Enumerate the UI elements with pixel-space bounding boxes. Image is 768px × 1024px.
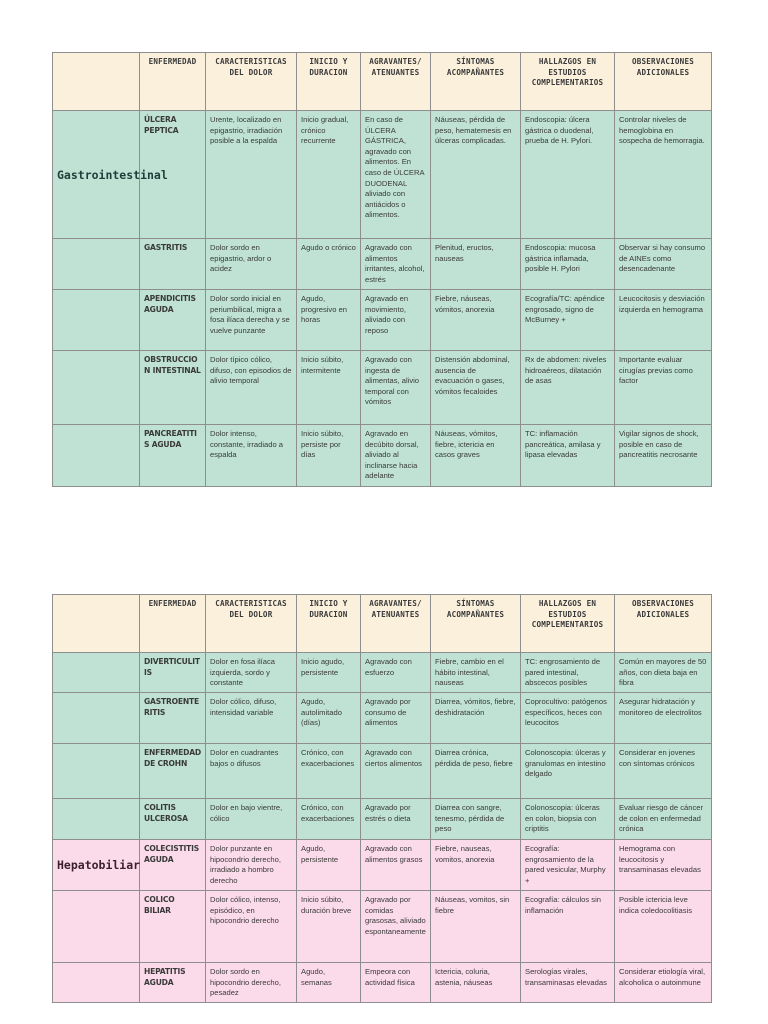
dolor-cell: Dolor sordo en epigastrio, ardor o acidez	[206, 239, 297, 290]
sintomas-cell: Ictericia, coluria, astenia, náuseas	[431, 963, 521, 1003]
dolor-cell: Dolor intenso, constante, irradiado a espalda	[206, 425, 297, 487]
agravantes-cell: Agravado por consumo de alimentos	[361, 693, 431, 744]
table-header-row	[53, 595, 712, 653]
sintomas-cell: Náuseas, vomitos, sin fiebre	[431, 891, 521, 963]
table-gastro-hepato-2	[52, 594, 712, 1003]
sintomas-cell: Fiebre, nauseas, vomitos, anorexia	[431, 840, 521, 891]
observaciones-cell: Asegurar hidratación y monitoreo de electrolitos	[615, 693, 712, 744]
header-observaciones: OBSERVACIONES ADICIONALES	[615, 53, 712, 111]
header-enfermedad: ENFERMEDAD	[140, 53, 206, 111]
header-hallazgos: HALLAZGOS EN ESTUDIOS COMPLEMENTARIOS	[521, 595, 615, 653]
header-dolor: CARACTERISTICAS DEL DOLOR	[206, 53, 297, 111]
agravantes-cell: Empeora con actividad física	[361, 963, 431, 1003]
header-agravantes: AGRAVANTES/ ATENUANTES	[361, 595, 431, 653]
hallazgos-cell: TC: inflamación pancreática, amilasa y lipasa elevadas	[521, 425, 615, 487]
header-inicio: INICIO Y DURACION	[297, 53, 361, 111]
sintomas-cell: Distensión abdominal, ausencia de evacuación o gases, vómitos fecaloides	[431, 351, 521, 425]
table-row	[53, 111, 712, 239]
observaciones-cell: Posible ictericia leve indica coledocolitiasis	[615, 891, 712, 963]
agravantes-cell: Agravado en decúbito dorsal, aliviado al inclinarse hacia adelante	[361, 425, 431, 487]
agravantes-cell: Agravado por comidas grasosas, aliviado espontaneamente	[361, 891, 431, 963]
inicio-cell: Inicio gradual, crónico recurrente	[297, 111, 361, 239]
agravantes-cell: Agravado con alimentos grasos	[361, 840, 431, 891]
table-header-row	[53, 53, 712, 111]
observaciones-cell: Vigilar signos de shock, posible en caso de pancreatitis necrosante	[615, 425, 712, 487]
category-cell	[53, 239, 140, 290]
table-row	[53, 425, 712, 487]
dolor-cell: Dolor sordo inicial en periumbilical, migra a fosa ilíaca derecha y se vuelve punzante	[206, 290, 297, 351]
agravantes-cell: Agravado con esfuerzo	[361, 653, 431, 693]
hallazgos-cell: Colonoscopia: úlceras y granulomas en intestino delgado	[521, 744, 615, 799]
observaciones-cell: Observar si hay consumo de AINEs como desencadenante	[615, 239, 712, 290]
inicio-cell: Agudo, semanas	[297, 963, 361, 1003]
hallazgos-cell: Ecografía: cálculos sin inflamación	[521, 891, 615, 963]
category-cell	[53, 799, 140, 840]
enfermedad-cell: COLITIS ULCEROSA	[140, 799, 206, 840]
header-sintomas: SÍNTOMAS ACOMPAÑANTES	[431, 595, 521, 653]
dolor-cell: Dolor en bajo vientre, cólico	[206, 799, 297, 840]
dolor-cell: Dolor cólico, difuso, intensidad variable	[206, 693, 297, 744]
inicio-cell: Crónico, con exacerbaciones	[297, 744, 361, 799]
dolor-cell: Dolor en fosa ilíaca izquierda, sordo y constante	[206, 653, 297, 693]
sintomas-cell: Diarrea, vómitos, fiebre, deshidratación	[431, 693, 521, 744]
category-gastrointestinal: Gastrointestinal	[57, 167, 168, 182]
observaciones-cell: Leucocitosis y desviación izquierda en hemograma	[615, 290, 712, 351]
sintomas-cell: Náuseas, pérdida de peso, hematemesis en úlceras complicadas.	[431, 111, 521, 239]
inicio-cell: Crónico, con exacerbaciones	[297, 799, 361, 840]
inicio-cell: Inicio súbito, duración breve	[297, 891, 361, 963]
table-row	[53, 840, 712, 891]
table-row	[53, 891, 712, 963]
observaciones-cell: Hemograma con leucocitosis y transaminasas elevadas	[615, 840, 712, 891]
observaciones-cell: Considerar en jovenes con síntomas crónicos	[615, 744, 712, 799]
header-hallazgos: HALLAZGOS EN ESTUDIOS COMPLEMENTARIOS	[521, 53, 615, 111]
hallazgos-cell: Serologías virales, transaminasas elevadas	[521, 963, 615, 1003]
category-cell	[53, 351, 140, 425]
sintomas-cell: Diarrea crónica, pérdida de peso, fiebre	[431, 744, 521, 799]
dolor-cell: Dolor típico cólico, difuso, con episodios de alivio temporal	[206, 351, 297, 425]
enfermedad-cell: GASTROENTERITIS	[140, 693, 206, 744]
agravantes-cell: En caso de ÚLCERA GÁSTRICA, agravado con alimentos. En caso de ÚLCERA DUODENAL aliviado con antiácidos o alimentos.	[361, 111, 431, 239]
enfermedad-cell: HEPATITIS AGUDA	[140, 963, 206, 1003]
sintomas-cell: Plenitud, eructos, nauseas	[431, 239, 521, 290]
header-sintomas: SÍNTOMAS ACOMPAÑANTES	[431, 53, 521, 111]
hallazgos-cell: Endoscopia: mucosa gástrica inflamada, posible H. Pylori	[521, 239, 615, 290]
table-gastrointestinal-1	[52, 52, 712, 487]
hallazgos-cell: Endoscopia: úlcera gástrica o duodenal, prueba de H. Pylori.	[521, 111, 615, 239]
agravantes-cell: Agravado con alimentos irritantes, alcohol, estrés	[361, 239, 431, 290]
header-enfermedad: ENFERMEDAD	[140, 595, 206, 653]
header-agravantes: AGRAVANTES/ ATENUANTES	[361, 53, 431, 111]
header-dolor: CARACTERISTICAS DEL DOLOR	[206, 595, 297, 653]
header-observaciones: OBSERVACIONES ADICIONALES	[615, 595, 712, 653]
enfermedad-cell: DIVERTICULITIS	[140, 653, 206, 693]
inicio-cell: Agudo, progresivo en horas	[297, 290, 361, 351]
table-row	[53, 290, 712, 351]
inicio-cell: Inicio súbito, intermitente	[297, 351, 361, 425]
table-row	[53, 239, 712, 290]
observaciones-cell: Considerar etiología viral, alcoholica o autoinmune	[615, 963, 712, 1003]
hallazgos-cell: Ecografía/TC: apéndice engrosado, signo de McBurney +	[521, 290, 615, 351]
category-cell	[53, 693, 140, 744]
table-row	[53, 963, 712, 1003]
dolor-cell: Urente, localizado en epigastrio, irradiación posible a la espalda	[206, 111, 297, 239]
agravantes-cell: Agravado con ingesta de alimentas, alivio temporal con vómitos	[361, 351, 431, 425]
sintomas-cell: Náuseas, vómitos, fiebre, ictericia en casos graves	[431, 425, 521, 487]
agravantes-cell: Agravado por estrés o dieta	[361, 799, 431, 840]
table-row	[53, 693, 712, 744]
observaciones-cell: Común en mayores de 50 años, con dieta baja en fibra	[615, 653, 712, 693]
inicio-cell: Inicio agudo, persistente	[297, 653, 361, 693]
agravantes-cell: Agravado en movimiento, aliviado con reposo	[361, 290, 431, 351]
header-corner-cell	[53, 53, 140, 111]
category-cell	[53, 963, 140, 1003]
enfermedad-cell: COLICO BILIAR	[140, 891, 206, 963]
sintomas-cell: Diarrea con sangre, tenesmo, pérdida de peso	[431, 799, 521, 840]
hallazgos-cell: Colonoscopia: úlceras en colon, biopsia con criptitis	[521, 799, 615, 840]
category-hepatobiliar: Hepatobiliar	[57, 858, 141, 873]
category-cell	[53, 425, 140, 487]
hallazgos-cell: Rx de abdomen: niveles hidroaéreos, dilatación de asas	[521, 351, 615, 425]
category-cell	[53, 290, 140, 351]
enfermedad-cell: OBSTRUCCION INTESTINAL	[140, 351, 206, 425]
dolor-cell: Dolor sordo en hipocondrio derecho, pesadez	[206, 963, 297, 1003]
dolor-cell: Dolor cólico, intenso, episódico, en hipocondrio derecho	[206, 891, 297, 963]
table-row	[53, 744, 712, 799]
enfermedad-cell: GASTRITIS	[140, 239, 206, 290]
inicio-cell: Inicio súbito, persiste por días	[297, 425, 361, 487]
category-cell	[53, 653, 140, 693]
dolor-cell: Dolor en cuadrantes bajos o difusos	[206, 744, 297, 799]
observaciones-cell: Controlar niveles de hemoglobina en sospecha de hemorragia.	[615, 111, 712, 239]
category-cell	[53, 840, 140, 891]
observaciones-cell: Importante evaluar cirugías previas como factor	[615, 351, 712, 425]
observaciones-cell: Evaluar riesgo de cáncer de colon en enfermedad crónica	[615, 799, 712, 840]
sintomas-cell: Fiebre, náuseas, vómitos, anorexia	[431, 290, 521, 351]
inicio-cell: Agudo o crónico	[297, 239, 361, 290]
table-row	[53, 653, 712, 693]
category-cell	[53, 744, 140, 799]
enfermedad-cell: ENFERMEDAD DE CROHN	[140, 744, 206, 799]
inicio-cell: Agudo, persistente	[297, 840, 361, 891]
header-corner-cell	[53, 595, 140, 653]
enfermedad-cell: APENDICITIS AGUDA	[140, 290, 206, 351]
hallazgos-cell: Ecografía: engrosamiento de la pared vesicular, Murphy +	[521, 840, 615, 891]
hallazgos-cell: Coprocultivo: patógenos específicos, heces con leucocitos	[521, 693, 615, 744]
enfermedad-cell: ÚLCERA PEPTICA	[140, 111, 206, 239]
inicio-cell: Agudo, autolimitado (días)	[297, 693, 361, 744]
sintomas-cell: Fiebre, cambio en el hábito intestinal, nauseas	[431, 653, 521, 693]
dolor-cell: Dolor punzante en hipocondrio derecho, irradiado a hombro derecho	[206, 840, 297, 891]
table-row	[53, 799, 712, 840]
hallazgos-cell: TC: engrosamiento de pared intestinal, abscecos posibles	[521, 653, 615, 693]
category-cell	[53, 891, 140, 963]
agravantes-cell: Agravado con ciertos alimentos	[361, 744, 431, 799]
header-inicio: INICIO Y DURACION	[297, 595, 361, 653]
table-row	[53, 351, 712, 425]
enfermedad-cell: COLECISTITIS AGUDA	[140, 840, 206, 891]
enfermedad-cell: PANCREATITIS AGUDA	[140, 425, 206, 487]
